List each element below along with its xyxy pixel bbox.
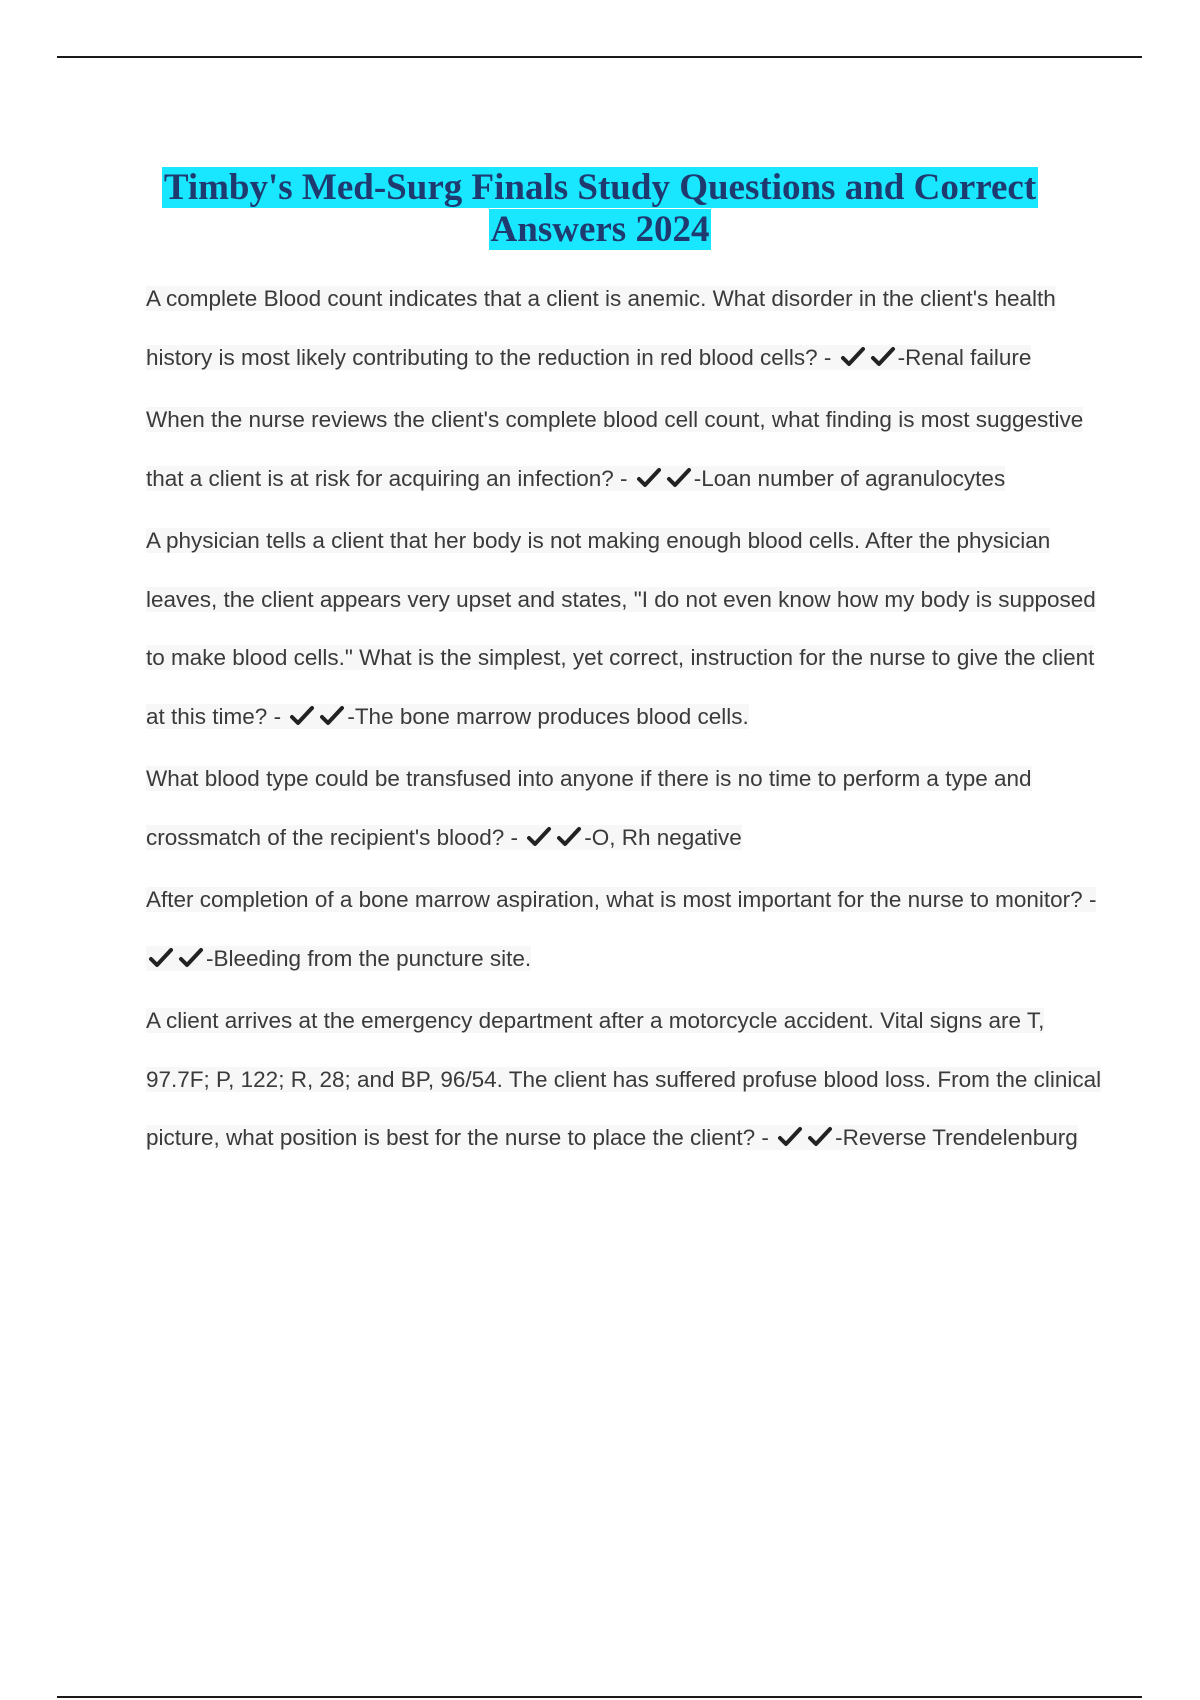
question-text: After completion of a bone marrow aspiration, what is most important for the nurse to monitor? [146, 887, 1083, 912]
separator: - [347, 703, 355, 729]
qa-item [146, 270, 1106, 391]
check-icon [870, 345, 896, 369]
bottom-rule [57, 1696, 1142, 1698]
qa-item [146, 871, 1106, 992]
title-line-2: Answers 2024 [490, 208, 710, 250]
question-text: When the nurse reviews the client's complete blood cell count, what finding is most suggestive that a client is at risk for acquiring an infection? [146, 407, 1084, 491]
question-text: A complete Blood count indicates that a client is anemic. What disorder in the client's health history is most likely contributing to the reduction in red blood cells? [146, 286, 1056, 370]
check-icon [636, 466, 662, 490]
separator: - [206, 945, 214, 971]
check-icon [777, 1125, 803, 1149]
answer-text: The bone marrow produces blood cells. [354, 703, 749, 729]
separator: - [693, 465, 702, 491]
separator: - [897, 344, 906, 370]
title-line-1: Timby's Med-Surg Finals Study Questions and Correct [163, 166, 1037, 208]
double-check-icon [838, 333, 898, 392]
answer-text: Bleeding from the puncture site. [213, 945, 532, 971]
separator: - [267, 703, 288, 729]
separator: - [584, 824, 592, 850]
check-icon [840, 345, 866, 369]
double-check-icon [634, 454, 694, 513]
check-icon [148, 946, 174, 970]
check-icon [289, 704, 315, 728]
check-icon [807, 1125, 833, 1149]
check-icon [319, 704, 345, 728]
check-icon [526, 825, 552, 849]
document-title [120, 167, 1080, 251]
separator: - [817, 344, 838, 370]
answer-text: O, Rh negative [591, 824, 742, 850]
question-text: What blood type could be transfused into anyone if there is no time to perform a type and crossmatch of the recipient's blood? [146, 766, 1032, 850]
qa-item [146, 750, 1106, 871]
double-check-icon [146, 934, 206, 993]
double-check-icon [287, 692, 347, 751]
answer-text: Renal failure [905, 344, 1032, 370]
separator: - [613, 465, 634, 491]
double-check-icon [775, 1113, 835, 1172]
separator: - [1082, 887, 1097, 912]
qa-list [146, 270, 1106, 1172]
answer-text: Loan number of agranulocytes [701, 465, 1006, 491]
double-check-icon [524, 813, 584, 872]
answer-text: Reverse Trendelenburg [842, 1125, 1078, 1150]
check-icon [666, 466, 692, 490]
check-icon [178, 946, 204, 970]
separator: - [755, 1125, 776, 1150]
qa-item [146, 512, 1106, 750]
separator: - [504, 824, 525, 850]
separator: - [835, 1125, 843, 1150]
qa-item [146, 992, 1106, 1172]
qa-item [146, 391, 1106, 512]
question-text: A client arrives at the emergency department after a motorcycle accident. Vital signs are T, 97.7F; P, 122; R, 28; and BP, 96/54. The client has suffered profuse blood loss. From the clinical picture, what position is best for the nurse to place the client? [146, 1008, 1102, 1150]
top-rule [57, 56, 1142, 58]
check-icon [556, 825, 582, 849]
question-text: A physician tells a client that her body is not making enough blood cells. After the physician leaves, the client appears very upset and states, "I do not even know how my body is supposed to make blood cells." What is the simplest, yet correct, instruction for the nurse to give the client at this time? [146, 528, 1096, 729]
